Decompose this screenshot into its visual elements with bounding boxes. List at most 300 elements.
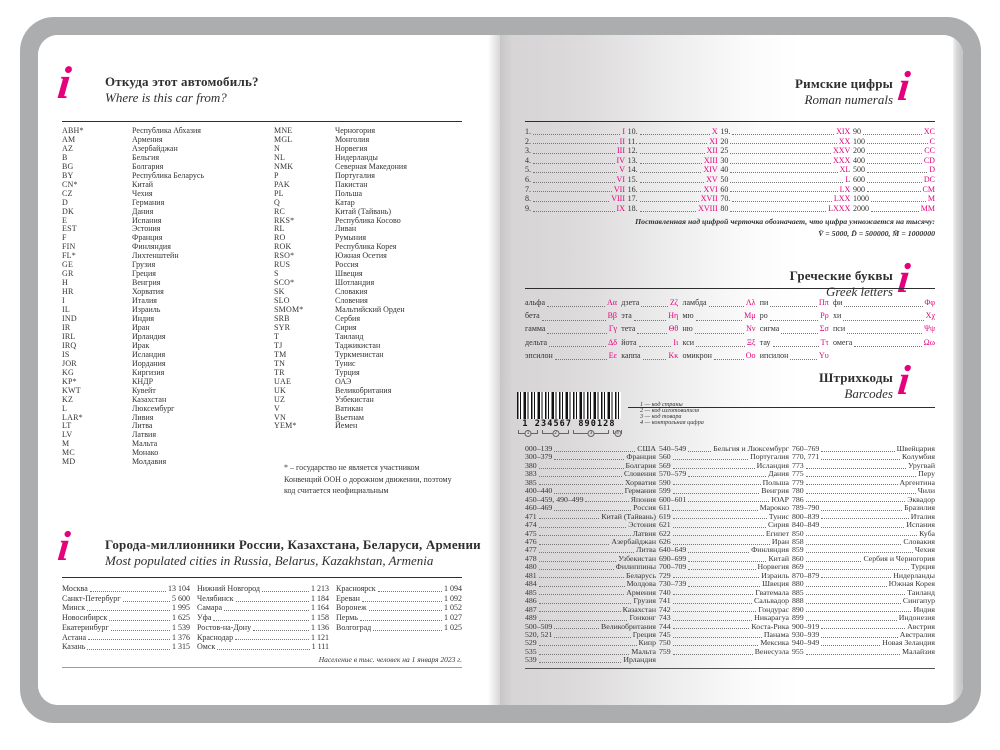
row-value: ЮАР	[771, 494, 789, 504]
roman-section-header	[525, 75, 893, 108]
row-value: Коста-Рика	[751, 621, 789, 631]
dot-leader	[236, 601, 310, 602]
country-code-row	[62, 154, 274, 163]
row-label: 860	[792, 553, 804, 563]
row-label: тау	[759, 337, 771, 347]
row-label: 400	[852, 155, 865, 165]
table-row	[628, 137, 718, 147]
dot-leader	[90, 591, 166, 592]
table-row	[720, 175, 850, 185]
row-label: 599	[659, 486, 671, 496]
country-code: PL	[274, 188, 284, 198]
country-code: SCO*	[274, 278, 295, 288]
row-label: 690–699	[659, 553, 687, 563]
dot-leader	[806, 468, 906, 469]
dot-leader	[806, 501, 906, 502]
row-value: Латвия	[632, 528, 656, 538]
country-code-row	[62, 270, 274, 279]
dot-leader	[688, 552, 749, 553]
table-row	[62, 642, 190, 652]
country-name: Таджикистан	[335, 340, 381, 350]
table-row	[833, 309, 935, 322]
row-value: Финляндия	[751, 545, 789, 555]
country-code-row	[274, 190, 462, 199]
dot-leader	[871, 211, 919, 212]
row-label: 475	[525, 528, 537, 538]
dot-leader	[539, 527, 627, 528]
info-icon: i	[895, 358, 913, 404]
row-label: 745	[659, 629, 671, 639]
country-name: Дания	[132, 206, 154, 216]
row-label: хи	[833, 311, 842, 321]
country-code-row	[62, 315, 274, 324]
country-name: Греция	[132, 269, 156, 279]
row-value: Ζζ	[670, 298, 679, 307]
table-row	[760, 309, 829, 322]
country-code-row	[62, 440, 274, 449]
dot-leader	[806, 654, 900, 655]
country-code-row	[62, 199, 274, 208]
table-row	[197, 613, 329, 623]
row-label: 850	[792, 528, 804, 538]
dot-leader	[673, 654, 753, 655]
row-value: 1 315	[172, 642, 190, 652]
row-label: Омск	[197, 642, 216, 652]
table-row	[62, 613, 190, 623]
row-value: 1 995	[172, 603, 190, 613]
country-code: IR	[62, 322, 71, 332]
row-value: Бельгия и Люксембург	[713, 444, 789, 453]
row-label: 885	[792, 587, 804, 597]
cities-column-1	[62, 584, 190, 652]
row-label: 859	[792, 545, 804, 555]
country-name: Норвегия	[335, 143, 368, 153]
legend-line: 3 — код товара	[640, 412, 682, 420]
row-value: Ρρ	[820, 311, 829, 321]
section-title-en: Greek letters	[825, 284, 893, 299]
country-name: ОАЭ	[335, 376, 352, 386]
dot-leader	[695, 333, 744, 334]
row-label: ипсилон	[759, 350, 789, 360]
barcode-column-2	[659, 445, 789, 665]
country-name: Венгрия	[132, 278, 161, 288]
row-value: Χχ	[925, 311, 935, 321]
row-value: Панама	[763, 629, 789, 639]
country-code-row	[62, 369, 274, 378]
roman-column-1	[525, 127, 625, 213]
row-label: 570–579	[659, 469, 687, 479]
dot-leader	[688, 451, 711, 452]
country-code: IRL	[62, 331, 76, 341]
country-code: JOR	[62, 358, 77, 368]
country-name: Германия	[132, 197, 165, 207]
row-label: 10.	[627, 127, 638, 136]
row-value: Израиль	[761, 570, 789, 580]
row-value: XI	[709, 136, 718, 146]
dot-leader	[730, 191, 837, 192]
row-value: Германия	[624, 486, 656, 496]
country-name: Вьетнам	[335, 412, 364, 422]
dot-leader	[781, 333, 817, 334]
table-row	[525, 656, 656, 664]
row-value: Таиланд	[907, 587, 935, 597]
row-label: 560	[659, 452, 671, 462]
page-edge	[953, 35, 963, 705]
country-name: Республика Беларусь	[132, 170, 205, 180]
table-row	[62, 594, 190, 604]
row-label: 12.	[627, 146, 638, 156]
row-label: 535	[525, 646, 537, 656]
country-name: Китай	[132, 179, 154, 189]
country-name: Исландия	[132, 349, 166, 359]
dot-leader	[730, 182, 843, 183]
row-label: 486	[525, 596, 537, 606]
row-label: тета	[621, 324, 636, 334]
country-code: IND	[62, 314, 77, 324]
dot-leader	[806, 569, 909, 570]
country-name: Бельгия	[132, 152, 160, 162]
row-label: 729	[659, 570, 671, 580]
country-name: Йемен	[335, 421, 358, 431]
country-code-row	[274, 351, 462, 360]
dot-leader	[87, 610, 170, 611]
dot-leader	[554, 451, 635, 452]
country-name: Узбекистан	[335, 394, 374, 404]
row-value: DC	[923, 174, 935, 184]
table-row	[525, 175, 625, 185]
info-icon: i	[895, 256, 913, 302]
row-value: XVIII	[698, 203, 718, 213]
row-value: XVII	[700, 194, 718, 204]
barcode-group-number: 1	[525, 430, 532, 437]
row-label: альфа	[525, 298, 545, 307]
row-value: Кипр	[638, 638, 656, 648]
row-label: Санкт-Петербург	[62, 593, 121, 603]
dot-leader	[673, 637, 762, 638]
greek-column-5	[833, 296, 935, 362]
table-row	[628, 175, 718, 185]
country-code: NMK	[274, 161, 294, 171]
table-row	[525, 631, 656, 639]
table-row	[621, 322, 678, 335]
dot-leader	[688, 501, 769, 502]
country-code: E	[62, 215, 68, 225]
country-name: Южная Осетия	[335, 251, 387, 261]
country-name: Лихтенштейн	[132, 251, 179, 261]
divider	[62, 121, 462, 122]
section-title-en: Barcodes	[844, 386, 893, 401]
row-value: C	[929, 136, 935, 146]
row-value: M	[927, 194, 935, 204]
country-name: Турция	[335, 367, 360, 377]
dot-leader	[688, 561, 766, 562]
country-code: UAE	[274, 376, 292, 386]
dot-leader	[224, 610, 309, 611]
country-name: Мальтийский Орден	[335, 305, 405, 315]
row-value: Болгария	[625, 460, 656, 470]
dot-leader	[539, 654, 630, 655]
dot-leader	[673, 611, 757, 612]
table-row	[853, 165, 935, 175]
country-name: Монако	[132, 448, 159, 458]
dot-leader	[730, 143, 836, 144]
row-label: Самара	[197, 603, 222, 613]
dot-leader	[806, 611, 912, 612]
row-label: 4.	[525, 155, 531, 165]
dot-leader	[235, 639, 309, 640]
dot-leader	[547, 333, 606, 334]
table-row	[628, 165, 718, 175]
dot-leader	[373, 630, 442, 631]
dot-leader	[673, 493, 760, 494]
row-label: 640–649	[659, 545, 687, 555]
table-row	[792, 479, 935, 487]
country-code: LV	[62, 430, 73, 440]
row-label: 2.	[525, 136, 531, 146]
row-label: 744	[659, 621, 671, 631]
row-value: 1 027	[444, 613, 462, 623]
country-code-row	[274, 225, 462, 234]
greek-column-2	[621, 296, 678, 362]
row-label: 500	[852, 165, 865, 175]
dot-leader	[554, 628, 599, 629]
row-value: III	[617, 146, 625, 156]
roman-note	[525, 216, 935, 239]
dot-leader	[770, 306, 817, 307]
row-value: Венгрия	[761, 486, 789, 496]
country-code: UZ	[274, 394, 286, 404]
country-name: Италия	[132, 296, 157, 306]
dot-leader	[806, 493, 916, 494]
car-codes-column-2	[274, 127, 462, 497]
country-code-row	[274, 360, 462, 369]
row-value: Россия	[633, 503, 656, 513]
dot-leader	[806, 484, 898, 485]
row-label: 619	[659, 511, 671, 521]
row-label: Краснодар	[197, 632, 234, 642]
row-value: Σσ	[819, 324, 829, 334]
dot-leader	[730, 172, 837, 173]
dot-leader	[639, 143, 707, 144]
table-row	[683, 336, 756, 349]
dot-leader	[539, 476, 622, 477]
row-value: Словакия	[903, 536, 935, 546]
country-name: Словакия	[335, 287, 368, 297]
row-label: 3.	[525, 146, 531, 156]
country-code-row	[274, 279, 462, 288]
dot-leader	[867, 163, 922, 164]
table-row	[720, 137, 850, 147]
row-label: 888	[792, 596, 804, 606]
table-row	[853, 156, 935, 166]
country-code-row	[62, 333, 274, 342]
row-value: Марокко	[759, 503, 789, 513]
country-code-row	[274, 369, 462, 378]
dot-leader	[88, 639, 170, 640]
row-value: Εε	[608, 350, 617, 360]
table-row	[336, 594, 462, 604]
legend-line: 1 — код страны	[640, 401, 683, 408]
row-label: 485	[525, 587, 537, 597]
table-row	[621, 349, 678, 362]
dot-leader	[867, 182, 922, 183]
table-row	[628, 156, 718, 166]
car-codes-column-1	[62, 127, 274, 497]
row-label: Воронеж	[336, 603, 367, 613]
dot-leader	[673, 527, 766, 528]
dot-leader	[867, 172, 927, 173]
dot-leader	[806, 561, 862, 562]
country-code: PAK	[274, 179, 290, 189]
roman-note-line-2: V̄ = 5000, D̄ = 500000, M̄ = 1000000	[818, 228, 935, 238]
roman-column-4	[853, 127, 935, 213]
country-name: Финляндия	[132, 242, 171, 252]
dot-leader	[673, 628, 750, 629]
dot-leader	[867, 143, 928, 144]
row-value: 1 539	[172, 622, 190, 632]
barcode-group-number: 3	[588, 430, 595, 437]
row-value: II	[619, 136, 625, 146]
country-name: Ирак	[132, 340, 150, 350]
barcode-group-number: 2	[552, 430, 559, 437]
dot-leader	[640, 163, 702, 164]
dot-leader	[688, 476, 766, 477]
row-label: 20	[720, 136, 729, 146]
country-code: KWT	[62, 385, 81, 395]
country-code: IS	[62, 349, 70, 359]
barcode-group-number: 4	[614, 430, 621, 437]
dot-leader	[640, 172, 702, 173]
country-name: Туркменистан	[335, 349, 384, 359]
row-label: дельта	[525, 337, 548, 347]
country-code-row	[62, 306, 274, 315]
row-value: Ππ	[818, 298, 829, 307]
table-row	[628, 204, 718, 214]
row-value: Хорватия	[625, 477, 656, 487]
row-value: Новая Зеландия	[882, 638, 935, 648]
country-name: Таиланд	[335, 331, 364, 341]
country-code-row	[274, 172, 462, 181]
country-code-row	[62, 252, 274, 261]
row-value: 1 213	[311, 584, 329, 593]
row-label: 60	[720, 184, 729, 194]
row-value: D	[929, 165, 935, 175]
country-code-row	[274, 306, 462, 315]
row-label: 899	[792, 613, 804, 623]
country-code: LT	[62, 421, 72, 431]
row-value: CM	[922, 184, 935, 194]
row-label: 626	[659, 536, 671, 546]
dot-leader	[732, 201, 832, 202]
row-value: MM	[920, 203, 935, 213]
row-value: Νν	[746, 324, 756, 334]
car-codes-footnote: * – государство не является участником Конвенций ООН о дорожном движении, поэтому код считается неофициальным	[284, 463, 452, 496]
dot-leader	[673, 518, 767, 519]
row-label: пи	[759, 298, 769, 307]
row-label: Екатеринбург	[62, 622, 109, 632]
country-code-row	[62, 351, 274, 360]
row-value: Венесуэла	[754, 646, 789, 656]
row-label: 100	[852, 136, 865, 146]
country-name: Израиль	[132, 305, 161, 315]
row-label: 1.	[525, 127, 531, 136]
row-label: 600	[852, 174, 865, 184]
row-value: Филиппины	[615, 562, 656, 572]
country-name: Нидерланды	[335, 152, 378, 162]
country-code: FIN	[62, 242, 76, 252]
row-value: Ξξ	[746, 337, 756, 347]
table-row	[628, 185, 718, 195]
dot-leader	[637, 333, 666, 334]
country-code-row	[62, 145, 274, 154]
row-label: 520, 521	[525, 629, 553, 639]
country-code: KP*	[62, 376, 77, 386]
barcode-group-bracket	[573, 430, 609, 434]
dot-leader	[533, 134, 620, 135]
country-code-row	[62, 181, 274, 190]
row-value: 1 158	[311, 613, 329, 623]
country-name: Словения	[335, 296, 368, 306]
table-row	[197, 584, 329, 594]
table-row	[853, 185, 935, 195]
row-value: Бразилия	[904, 503, 935, 513]
row-label: 460–469	[525, 503, 553, 513]
table-row	[197, 642, 329, 652]
dot-leader	[773, 346, 819, 347]
row-value: Египет	[765, 528, 789, 538]
row-label: 780	[792, 486, 804, 496]
row-label: 200	[852, 146, 865, 156]
country-code: TM	[274, 349, 287, 359]
row-label: 14.	[627, 165, 638, 175]
row-label: 16.	[627, 184, 638, 194]
barcode-bars-image	[517, 392, 621, 419]
dot-leader	[821, 518, 908, 519]
table-row	[760, 349, 829, 362]
row-value: 1 376	[172, 632, 190, 642]
country-code: AZ	[62, 143, 74, 153]
dot-leader	[821, 459, 900, 460]
section-title-ru: Города-миллионники России, Казахстана, Беларуси, Армении	[105, 537, 481, 552]
table-row	[683, 309, 756, 322]
country-code-row	[274, 405, 462, 414]
dot-leader	[673, 535, 764, 536]
dot-leader	[641, 306, 668, 307]
divider	[62, 667, 462, 668]
row-value: Οο	[745, 350, 756, 360]
table-row	[760, 322, 829, 335]
row-value: Сингапур	[902, 596, 935, 606]
country-code: RKS*	[274, 215, 295, 225]
row-value: США	[637, 444, 656, 453]
country-code: NL	[274, 152, 286, 162]
row-value: Испания	[906, 520, 935, 530]
row-value: Эквадор	[907, 494, 935, 504]
country-code-row	[62, 127, 274, 136]
table-row	[62, 603, 190, 613]
car-section-header	[105, 73, 259, 106]
section-title-ru: Греческие буквы	[789, 268, 893, 283]
country-name: Республика Абхазия	[132, 126, 201, 135]
table-row	[853, 137, 935, 147]
row-label: 80	[720, 203, 729, 213]
row-value: Колумбия	[902, 452, 935, 462]
country-name: Пакистан	[335, 179, 368, 189]
table-row	[720, 194, 850, 204]
row-label: ламбда	[682, 298, 707, 307]
country-code-row	[62, 279, 274, 288]
table-row	[336, 613, 462, 623]
